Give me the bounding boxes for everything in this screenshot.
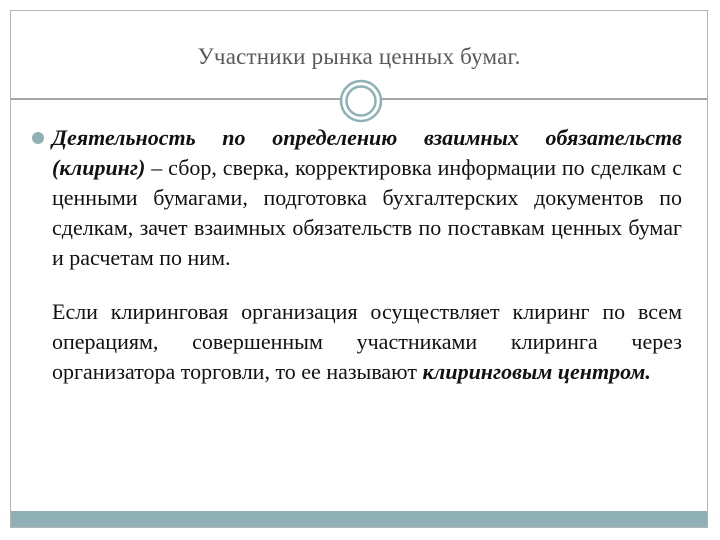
clearing-center-text: Если клиринговая организация осуществляет клиринг по всем операциям, совершенным участниками клиринга через организатора торговли, то ее называют: [52, 299, 682, 384]
footer-bar: [11, 511, 707, 527]
double-ring-icon: [339, 79, 383, 123]
slide-title: Участники рынка ценных бумаг.: [197, 44, 521, 69]
paragraph-clearing-center: [52, 297, 682, 387]
paragraph-clearing-definition: [52, 123, 682, 273]
clearing-center-period: .: [645, 359, 651, 384]
clearing-definition-text: – сбор, сверка, корректировка информации по сделкам с ценными бумагами, подготовка бухгалтерских документов по сделкам, зачет взаимных обязательств по поставкам ценных бумаг и расчетам по ним.: [52, 155, 682, 270]
circle-bullet-icon: [32, 132, 44, 144]
term-clearing: Деятельность по определению взаимных обязательств (клиринг): [52, 125, 682, 180]
slide-content: [52, 123, 682, 387]
term-clearing-center: клиринговым центром: [422, 359, 646, 384]
